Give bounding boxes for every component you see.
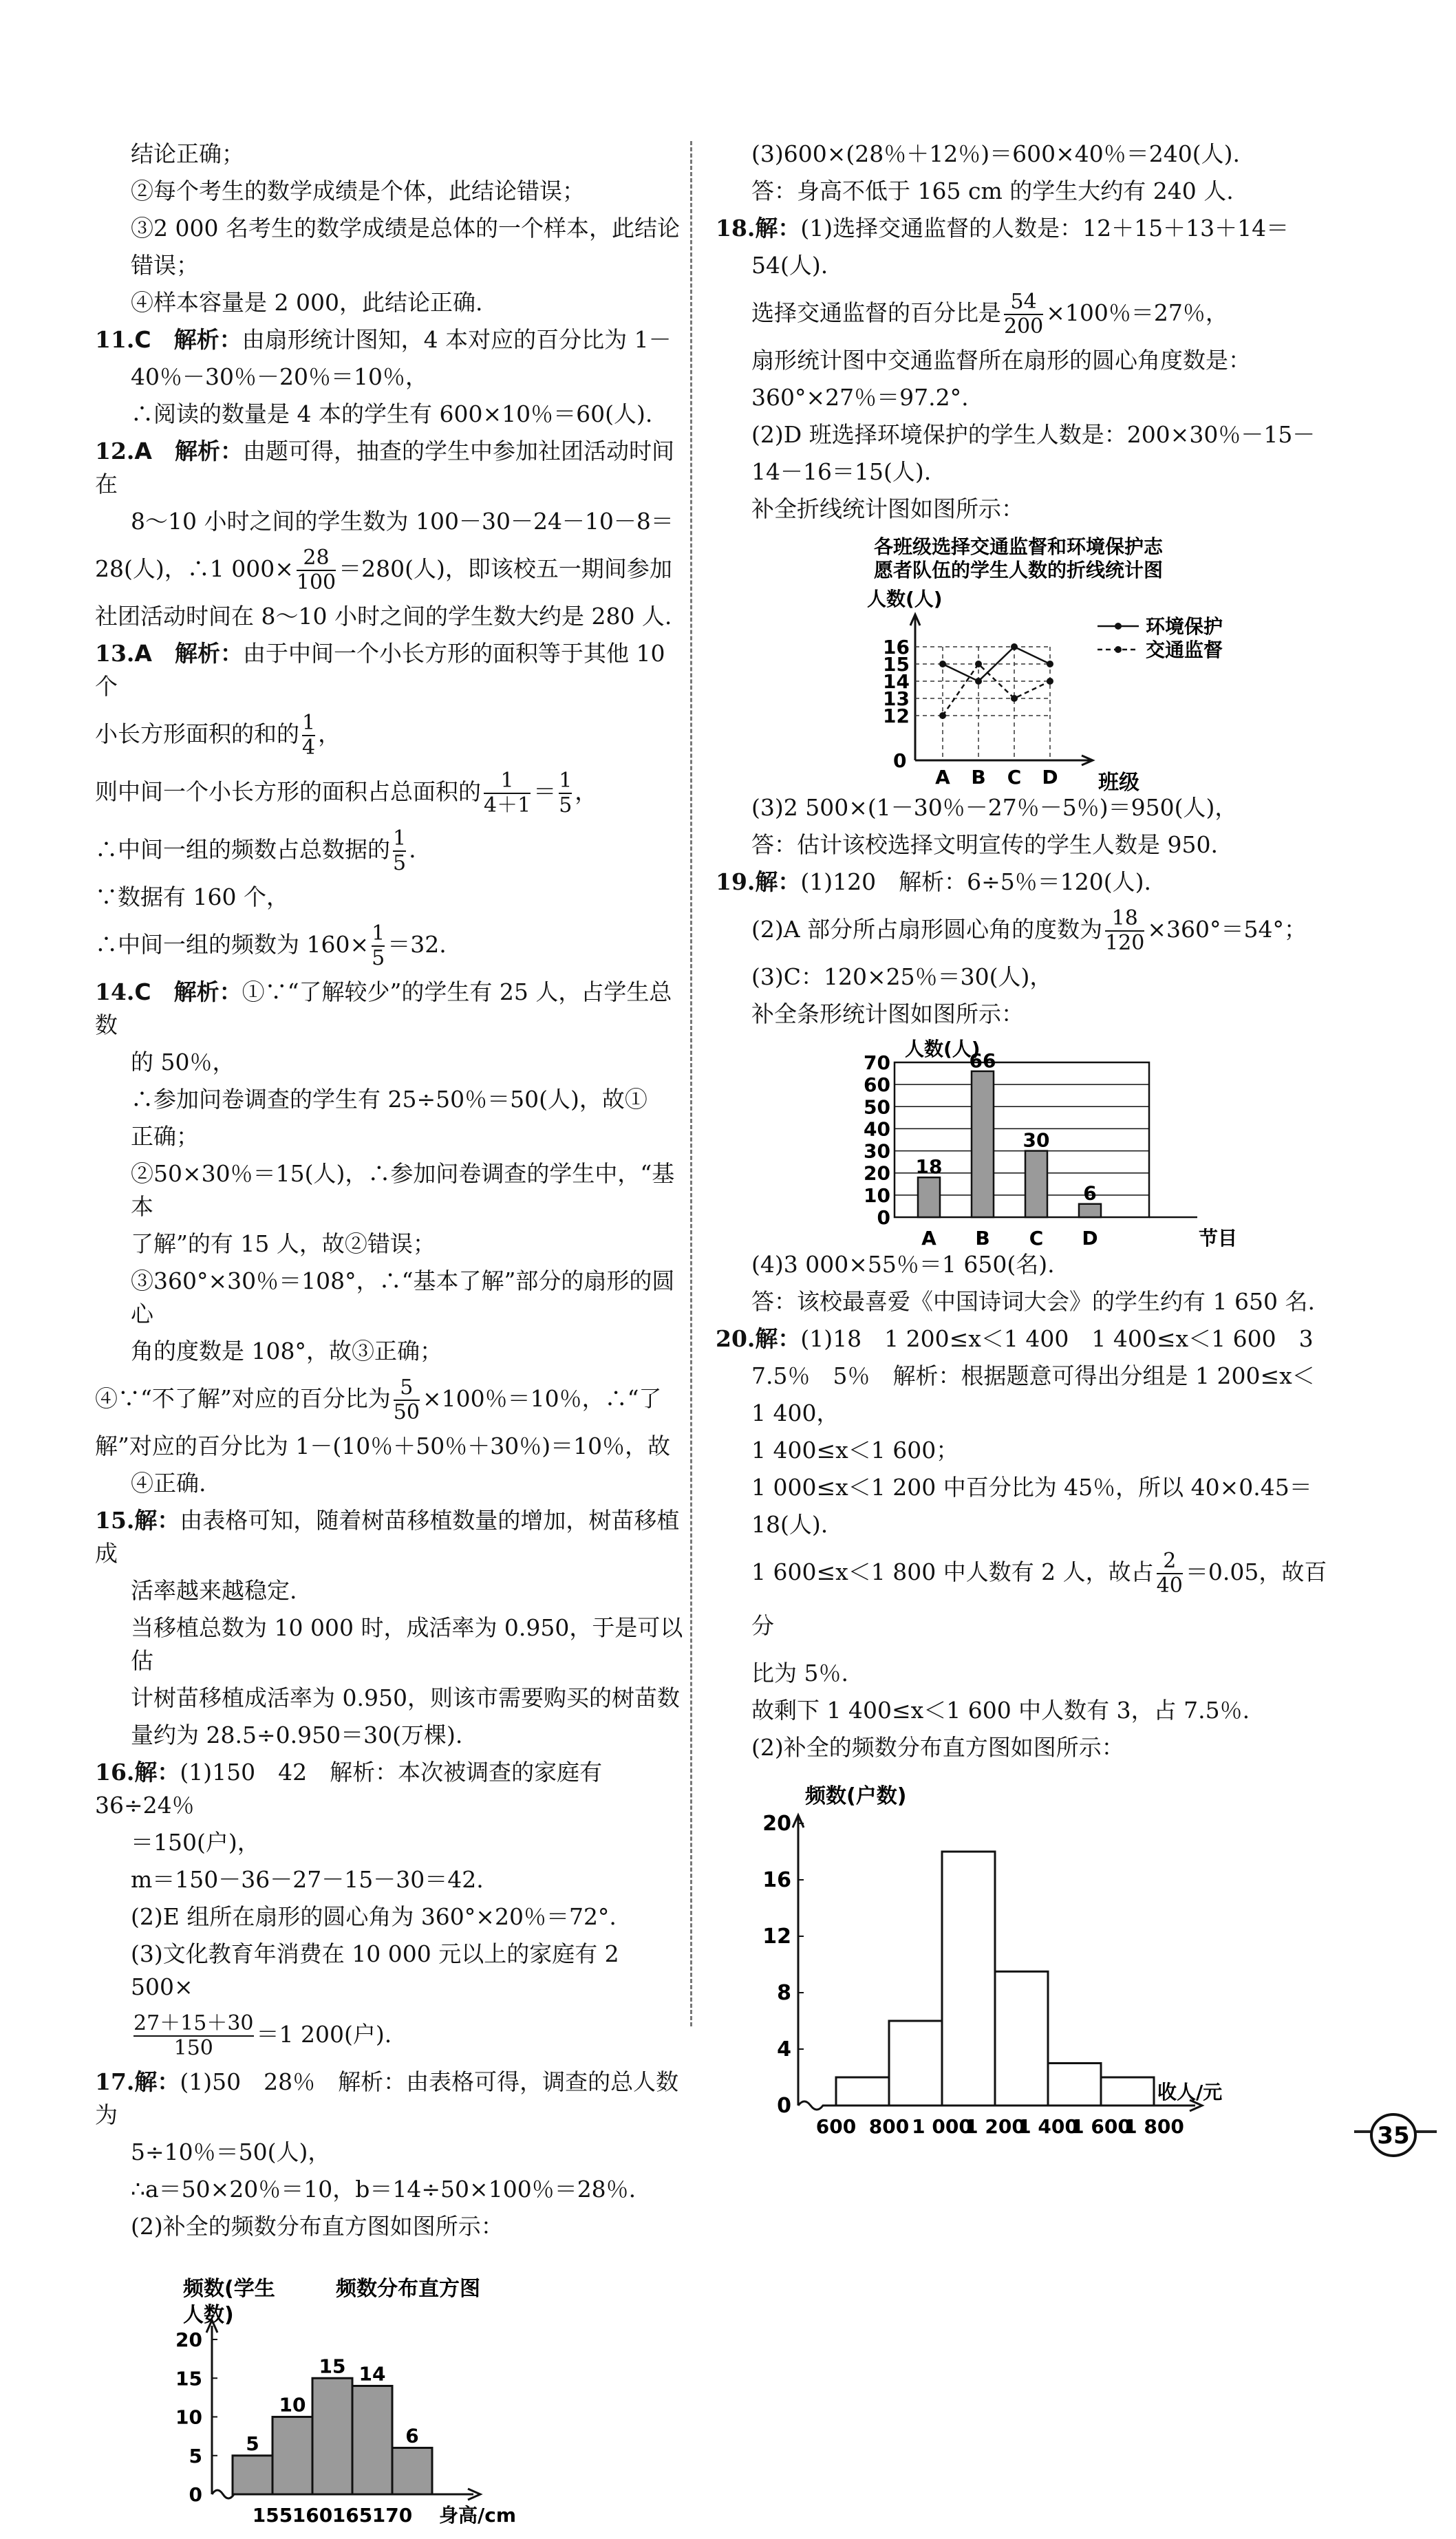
text-line: 16.解：(1)150 42 解析：本次被调查的家庭有 36÷24％ bbox=[95, 1759, 610, 1819]
histogram-bar bbox=[1048, 2064, 1101, 2106]
q18-end-lines bbox=[716, 791, 1335, 861]
y-tick-label: 15 bbox=[883, 653, 910, 676]
y-tick-label: 20 bbox=[175, 2328, 202, 2351]
text-line: 1 400≤x＜1 600； bbox=[751, 1437, 959, 1464]
x-axis-label: 节目 bbox=[1199, 1227, 1238, 1248]
x-tick-label: 1 400 bbox=[1018, 2115, 1078, 2138]
fraction: $\frac{54}{200}$ bbox=[1004, 290, 1044, 339]
histogram-bar bbox=[1101, 2077, 1154, 2106]
q12-fraction-line: 28(人)，∴1 000× $\frac{28}{100}$ ＝280(人)，即该校五一期间参加 bbox=[95, 546, 672, 594]
text-line: 活率越来越稳定. bbox=[131, 1577, 297, 1604]
text-line: 7.5％ 5％ 解析：根据题意可得出分组是 1 200≤x＜ bbox=[751, 1362, 1315, 1389]
histogram-bar bbox=[233, 2456, 272, 2494]
bar-value-label: 15 bbox=[319, 2355, 346, 2378]
series-line bbox=[943, 647, 1050, 681]
x-tick-label: 600 bbox=[815, 2115, 857, 2138]
x-axis-label: 收人/元 bbox=[1157, 2081, 1223, 2103]
y-tick-label: 12 bbox=[883, 705, 910, 727]
y-tick-label: 15 bbox=[175, 2367, 202, 2390]
histogram-plot bbox=[762, 1784, 1222, 2138]
text-line: 补全条形统计图如图所示： bbox=[751, 1000, 1024, 1027]
right-column bbox=[716, 138, 1335, 2154]
x-tick-label: D bbox=[1082, 1227, 1098, 1248]
histogram-bar bbox=[995, 1971, 1048, 2106]
q20-fraction-line: 1 600≤x＜1 800 中人数有 2 人，故占 $\frac{2}{40}$ ＝0.05，故百分 bbox=[751, 1549, 1327, 1639]
legend-label: 交通监督 bbox=[1146, 639, 1223, 661]
text-line: m＝150－36－27－15－30＝42. bbox=[131, 1866, 484, 1893]
text-line: (3)2 500×(1－30％－27％－5％)＝950(人)， bbox=[751, 794, 1238, 821]
histogram-bar bbox=[942, 1852, 995, 2106]
data-point bbox=[975, 678, 982, 685]
y-axis-label-line-1: 频数(学生 bbox=[183, 2277, 275, 2301]
x-axis-label: 身高/cm bbox=[439, 2504, 517, 2527]
y-tick-label: 20 bbox=[762, 1812, 791, 1836]
text-line: (3)文化教育年消费在 10 000 元以上的家庭有 2 500× bbox=[131, 1940, 627, 2000]
text-line: (2)D 班选择环境保护的学生人数是：200×30％－15－ bbox=[751, 421, 1316, 448]
x-tick-label: 1 600 bbox=[1071, 2115, 1131, 2138]
bar bbox=[918, 1177, 940, 1217]
text-line: 答：身高不低于 165 cm 的学生大约有 240 人. bbox=[751, 178, 1234, 204]
page-number-rule-right bbox=[1416, 2130, 1437, 2133]
x-tick-label: C bbox=[1007, 766, 1022, 789]
page-number-badge bbox=[1369, 2111, 1417, 2159]
bar-value-label: 18 bbox=[915, 1155, 943, 1179]
text-line: 1 000≤x＜1 200 中百分比为 45％，所以 40×0.45＝ bbox=[751, 1474, 1312, 1501]
histogram-bar bbox=[352, 2386, 392, 2495]
text-line: ③360°×30％＝108°，∴“基本了解”部分的扇形的圆心 bbox=[131, 1267, 675, 1327]
line-plot bbox=[867, 588, 1223, 791]
bar-value-label: 6 bbox=[405, 2424, 419, 2447]
text-line: (3)600×(28％＋12％)＝600×40％＝240(人). bbox=[751, 140, 1240, 167]
chart-title-line-2: 愿者队伍的学生人数的折线统计图 bbox=[873, 559, 1164, 581]
text-line: 了解”的有 15 人，故②错误； bbox=[131, 1230, 436, 1257]
text-line: 360°×27％＝97.2°. bbox=[751, 384, 969, 411]
y-axis-label: 人数(人) bbox=[867, 588, 943, 610]
class-line-chart bbox=[716, 530, 1335, 791]
fraction: $\frac{5}{50}$ bbox=[393, 1375, 420, 1424]
y-tick-label: 50 bbox=[864, 1095, 890, 1119]
text-line: 错误； bbox=[131, 252, 199, 279]
fraction: $\frac{1}{4}$ bbox=[302, 711, 316, 760]
fraction: $\frac{28}{100}$ bbox=[296, 546, 336, 594]
text-line: ③2 000 名考生的数学成绩是总体的一个样本，此结论 bbox=[131, 215, 680, 242]
income-histogram bbox=[716, 1768, 1335, 2154]
y-tick-label: 0 bbox=[877, 1206, 890, 1229]
text-line: 5÷10％＝50(人)， bbox=[131, 2139, 331, 2165]
text-line: 答：估计该校选择文明宣传的学生人数是 950. bbox=[751, 831, 1218, 858]
x-axis-label: 班级 bbox=[1098, 771, 1139, 791]
text-line: 量约为 28.5÷0.950＝30(万棵). bbox=[131, 1722, 463, 1748]
x-tick-label: D bbox=[1042, 766, 1058, 789]
y-tick-label: 0 bbox=[777, 2094, 791, 2118]
x-tick-label: 170 bbox=[372, 2504, 413, 2527]
bar-value-label: 10 bbox=[279, 2393, 306, 2417]
fraction: $\frac{18}{120}$ bbox=[1105, 906, 1145, 955]
q14-lines bbox=[95, 976, 683, 1368]
y-tick-label: 20 bbox=[864, 1161, 890, 1185]
program-bar-chart bbox=[716, 1035, 1335, 1248]
fraction: $\frac{1}{5}$ bbox=[372, 921, 385, 970]
y-axis-label: 人数(人) bbox=[905, 1038, 981, 1060]
text-line: 8～10 小时之间的学生数为 100－30－24－10－8＝ bbox=[131, 508, 674, 535]
text-line: 故剩下 1 400≤x＜1 600 中人数有 3，占 7.5％. bbox=[751, 1697, 1250, 1724]
q13-line-5: ∵数据有 160 个， bbox=[95, 883, 289, 910]
bar-value-label: 6 bbox=[1083, 1181, 1097, 1205]
q13-head: 13.A 解析：由于中间一个小长方形的面积等于其他 10 个 bbox=[95, 640, 672, 700]
bar-plot bbox=[864, 1038, 1237, 1248]
text-line: (4)3 000×55％＝1 650(名). bbox=[751, 1251, 1055, 1278]
data-point bbox=[1011, 695, 1018, 702]
y-tick-label: 12 bbox=[762, 1925, 791, 1949]
q14-end-2: ④正确. bbox=[131, 1470, 206, 1497]
fraction: $\frac{1}{5}$ bbox=[559, 769, 572, 817]
bar-value-label: 5 bbox=[246, 2432, 259, 2455]
text-line: 角的度数是 108°，故③正确； bbox=[131, 1338, 442, 1364]
bar bbox=[1079, 1204, 1101, 1217]
q17-lines bbox=[95, 2066, 683, 2243]
text-line: ②每个考生的数学成绩是个体，此结论错误； bbox=[131, 178, 585, 204]
fraction: $\frac{27+15+30}{150}$ bbox=[133, 2011, 254, 2060]
y-axis-label: 频数(户数) bbox=[805, 1784, 907, 1808]
y-tick-label: 8 bbox=[777, 1981, 791, 2005]
text-line: 18(人). bbox=[751, 1511, 828, 1538]
x-tick-label: 165 bbox=[332, 2504, 373, 2527]
x-tick-label: 800 bbox=[868, 2115, 910, 2138]
y-tick-label: 16 bbox=[883, 636, 910, 658]
y-tick-label: 40 bbox=[864, 1117, 890, 1141]
text-line: ②50×30％＝15(人)，∴参加问卷调查的学生中，“基本 bbox=[131, 1160, 675, 1220]
page-number-rule-left bbox=[1354, 2130, 1371, 2133]
column-divider bbox=[690, 141, 692, 2026]
fraction: $\frac{2}{40}$ bbox=[1156, 1549, 1183, 1598]
text-line: 15.解：由表格可知，随着树苗移植数量的增加，树苗移植成 bbox=[95, 1507, 680, 1567]
x-tick-label: C bbox=[1029, 1227, 1044, 1248]
bar-value-label: 66 bbox=[969, 1049, 996, 1072]
y-tick-label: 10 bbox=[175, 2406, 202, 2429]
q13-line-4: ∴中间一组的频数占总数据的 $\frac{1}{5}$ . bbox=[95, 826, 416, 875]
q16-lines bbox=[95, 1756, 683, 2004]
histogram-bar bbox=[272, 2417, 312, 2495]
fraction: $\frac{1}{5}$ bbox=[393, 826, 407, 875]
text-line: 扇形统计图中交通监督所在扇形的圆心角度数是： bbox=[751, 347, 1251, 374]
x-tick-label: 1 000 bbox=[912, 2115, 972, 2138]
histogram-bar bbox=[312, 2378, 352, 2494]
right-top-lines bbox=[716, 138, 1335, 282]
text-line: 答：该校最喜爱《中国诗词大会》的学生约有 1 650 名. bbox=[751, 1288, 1315, 1315]
q20-end-lines bbox=[716, 1657, 1335, 1764]
bar-value-label: 14 bbox=[358, 2362, 386, 2386]
text-line: ∴参加问卷调查的学生有 25÷50％＝50(人)，故① bbox=[131, 1086, 647, 1113]
histogram-bar bbox=[392, 2448, 432, 2495]
x-tick-label: B bbox=[975, 1227, 990, 1248]
x-tick-label: 1 200 bbox=[965, 2115, 1025, 2138]
text-line: ∴a＝50×20％＝10，b＝14÷50×100％＝28％. bbox=[131, 2176, 636, 2203]
q13-line-3: 则中间一个小长方形的面积占总面积的 $\frac{1}{4+1}$ ＝ $\frac{1}{5}$ ， bbox=[95, 769, 598, 817]
text-line: 17.解：(1)50 28％ 解析：由表格可得，调查的总人数为 bbox=[95, 2068, 679, 2128]
y-tick-label: 16 bbox=[762, 1868, 791, 1892]
y-tick-label: 0 bbox=[189, 2483, 202, 2506]
q20-lines bbox=[716, 1322, 1335, 1541]
x-tick-label: B bbox=[971, 766, 986, 789]
y-axis-label-line-2: 人数) bbox=[183, 2303, 234, 2327]
histogram-bar bbox=[889, 2021, 942, 2106]
chart-title: 频数分布直方图 bbox=[336, 2277, 480, 2301]
text-line: 计树苗移植成活率为 0.950，则该市需要购买的树苗数 bbox=[131, 1684, 680, 1711]
y-tick-label: 10 bbox=[864, 1183, 890, 1207]
histogram-bar bbox=[836, 2077, 889, 2106]
y-tick-label: 60 bbox=[864, 1073, 890, 1097]
y-tick-label: 70 bbox=[864, 1051, 890, 1074]
x-tick-label: 155 bbox=[252, 2504, 293, 2527]
q16-fraction-line: $\frac{27+15+30}{150}$ ＝1 200(户). bbox=[133, 2011, 392, 2060]
data-point bbox=[1047, 678, 1053, 685]
text-line: 比为 5％. bbox=[751, 1660, 848, 1686]
histogram-plot bbox=[175, 2320, 516, 2527]
data-point bbox=[1047, 661, 1053, 667]
q14-fraction-line: ④∵“不了解”对应的百分比为 $\frac{5}{50}$ ×100％＝10％，∴“了 bbox=[95, 1375, 662, 1424]
legend-marker bbox=[1115, 623, 1122, 630]
q12-conclusion: 社团活动时间在 8～10 小时之间的学生数大约是 280 人. bbox=[95, 603, 672, 630]
text-line: 20.解：(1)18 1 200≤x＜1 400 1 400≤x＜1 600 3 bbox=[716, 1325, 1314, 1352]
bar bbox=[972, 1071, 994, 1217]
q19-end-lines bbox=[716, 1248, 1335, 1318]
text-line: 当移植总数为 10 000 时，成活率为 0.950，于是可以估 bbox=[131, 1614, 683, 1674]
y-tick-label: 30 bbox=[864, 1139, 890, 1163]
data-point bbox=[939, 661, 946, 667]
text-line: 1 400， bbox=[751, 1400, 839, 1426]
text-line: 12.A 解析：由题可得，抽查的学生中参加社团活动时间在 bbox=[95, 438, 674, 497]
y-tick-label: 4 bbox=[777, 2037, 791, 2061]
data-point bbox=[939, 712, 946, 719]
data-point bbox=[1011, 643, 1018, 650]
text-line: ＝150(户)， bbox=[131, 1829, 260, 1856]
left-column bbox=[95, 138, 683, 2539]
y-tick-label: 13 bbox=[883, 687, 910, 710]
y-tick-label: 14 bbox=[883, 670, 910, 693]
text-line: 18.解：(1)选择交通监督的人数是：12＋15＋13＋14＝ bbox=[716, 215, 1289, 242]
text-line: (2)补全的频数分布直方图如图所示： bbox=[751, 1734, 1124, 1761]
y-tick-label: 5 bbox=[189, 2444, 202, 2467]
q18-middle-lines bbox=[716, 344, 1335, 526]
text-line: 11.C 解析：由扇形统计图知，4 本对应的百分比为 1－ bbox=[95, 326, 672, 353]
origin-label: 0 bbox=[893, 749, 907, 772]
q19-middle-lines bbox=[716, 961, 1335, 1031]
text-line: 结论正确； bbox=[131, 140, 244, 167]
x-tick-label: 160 bbox=[292, 2504, 333, 2527]
text-line: 补全折线统计图如图所示： bbox=[751, 495, 1024, 522]
text-line: ④样本容量是 2 000，此结论正确. bbox=[131, 289, 483, 316]
q19-fraction-line: (2)A 部分所占扇形圆心角的度数为 $\frac{18}{120}$ ×360°＝54°； bbox=[751, 906, 1307, 955]
q13-line-6: ∴中间一组的频数为 160× $\frac{1}{5}$ ＝32. bbox=[95, 921, 447, 970]
legend-marker bbox=[1115, 646, 1122, 653]
left-intro-lines bbox=[95, 138, 683, 538]
x-tick-label: 1 800 bbox=[1124, 2115, 1184, 2138]
height-histogram bbox=[129, 2250, 652, 2539]
text-line: 40％－30％－20％＝10％， bbox=[131, 363, 428, 390]
x-tick-label: A bbox=[921, 1227, 936, 1248]
bar bbox=[1025, 1151, 1047, 1217]
fraction: $\frac{1}{4+1}$ bbox=[484, 769, 531, 817]
q19-head: 19.解：(1)120 解析：6÷5％＝120(人). bbox=[716, 868, 1152, 895]
text-line: (2)E 组所在扇形的圆心角为 360°×20％＝72°. bbox=[131, 1903, 617, 1930]
page-number: 35 bbox=[1377, 2122, 1410, 2150]
text-line: 14.C 解析：①∵“了解较少”的学生有 25 人，占学生总数 bbox=[95, 978, 672, 1038]
legend-label: 环境保护 bbox=[1146, 615, 1223, 638]
text-line: (2)补全的频数分布直方图如图所示： bbox=[131, 2213, 504, 2240]
q14-end-1: 解”对应的百分比为 1－(10％＋50％＋30％)＝10％，故 bbox=[95, 1433, 671, 1459]
text-line: 的 50％， bbox=[131, 1049, 235, 1075]
text-line: 14－16＝15(人). bbox=[751, 458, 932, 485]
text-line: ∴阅读的数量是 4 本的学生有 600×10％＝60(人). bbox=[131, 400, 653, 427]
text-line: 正确； bbox=[131, 1123, 199, 1150]
bar-value-label: 30 bbox=[1023, 1128, 1050, 1152]
chart-title-line-1: 各班级选择交通监督和环境保护志 bbox=[873, 535, 1164, 558]
q18-fraction-line: 选择交通监督的百分比是 $\frac{54}{200}$ ×100％＝27％， bbox=[751, 290, 1228, 339]
x-tick-label: A bbox=[935, 766, 950, 789]
data-point bbox=[975, 661, 982, 667]
q15-lines bbox=[95, 1504, 683, 1752]
q13-line-2: 小长方形面积的和的 $\frac{1}{4}$ ， bbox=[95, 711, 341, 760]
text-line: (3)C：120×25％＝30(人)， bbox=[751, 963, 1053, 990]
text-line: 54(人). bbox=[751, 252, 828, 279]
